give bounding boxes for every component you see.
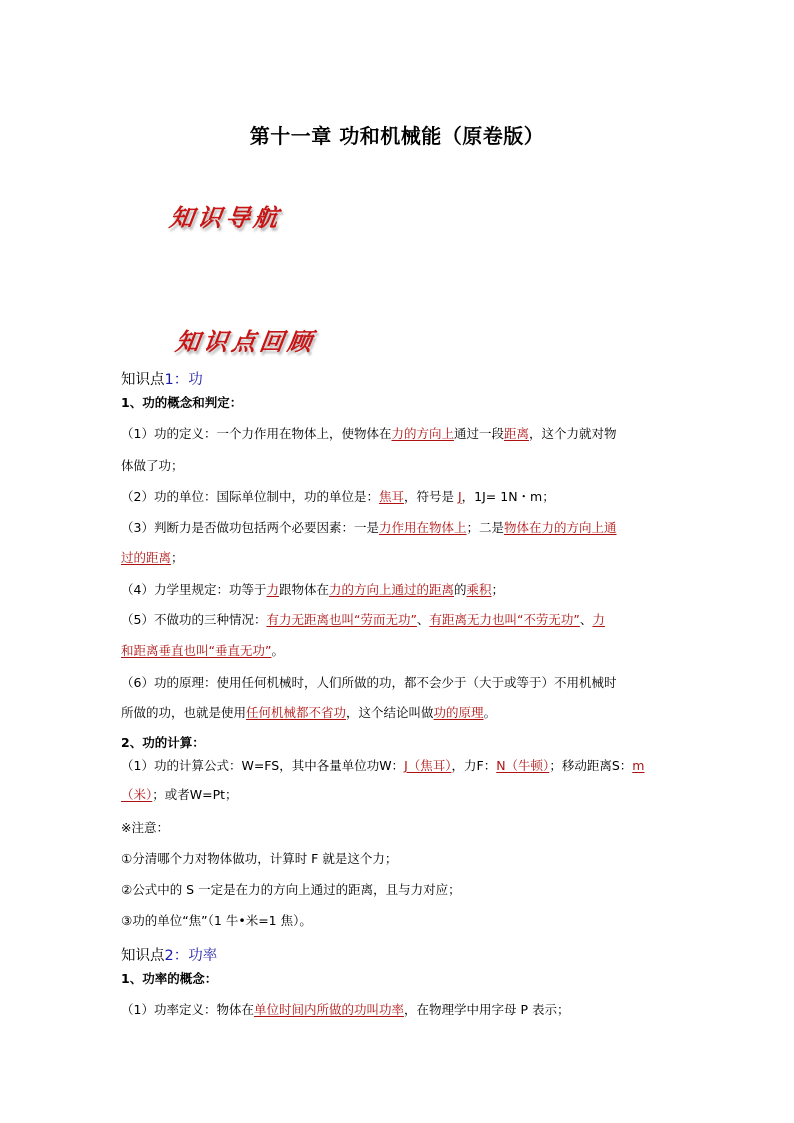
answer-blank: 单位时间内所做的功叫功率 xyxy=(253,1002,404,1017)
text: ，在物理学中用字母 P 表示； xyxy=(403,1002,570,1017)
text: （4）力学里规定：功等于 xyxy=(121,582,267,597)
paragraph-line xyxy=(121,584,504,597)
text: ； xyxy=(171,550,184,565)
section-heading-kp2 xyxy=(121,944,217,965)
answer-blank: N（牛顿） xyxy=(496,758,550,773)
section-prefix: 知识点 xyxy=(121,948,165,964)
answer-blank: 有力无距离也叫“劳而无功” xyxy=(266,612,417,627)
answer-blank: 有距离无力也叫“不劳无功” xyxy=(429,612,580,627)
note-item: ③功的单位“焦”（1 牛•米=1 焦）。 xyxy=(121,913,312,928)
paragraph-line xyxy=(121,1004,569,1017)
answer-blank: J（焦耳） xyxy=(404,758,452,773)
text: ；二是 xyxy=(466,520,504,535)
note-heading: ※注意： xyxy=(121,820,169,835)
answer-blank: 力的方向上通过的距离 xyxy=(329,582,455,597)
banner-knowledge-nav: 知识导航 xyxy=(167,203,284,232)
paragraph-line: （6）功的原理：使用任何机械时，人们所做的功，都不会少于（大于或等于）不用机械时 xyxy=(121,675,617,690)
text: 、 xyxy=(579,612,593,627)
section-heading-kp1 xyxy=(121,368,203,389)
subheading-work-calc: 2、功的计算： xyxy=(121,735,205,750)
text: 的 xyxy=(454,582,467,597)
answer-blank: 力 xyxy=(592,612,605,627)
answer-blank: 功的原理 xyxy=(433,705,484,720)
text: （2）功的单位：国际单位制中，功的单位是： xyxy=(121,489,379,504)
paragraph-line xyxy=(121,707,496,720)
answer-blank: 力作用在物体上 xyxy=(378,520,467,535)
paragraph-line xyxy=(121,789,238,802)
text: 。 xyxy=(271,643,284,658)
paragraph-line xyxy=(121,428,617,441)
subheading-work-concept: 1、功的概念和判定： xyxy=(121,395,243,410)
section-sep: ： xyxy=(173,948,189,964)
text: ，这个力就对物 xyxy=(529,426,617,441)
answer-blank: 物体在力的方向上通 xyxy=(504,520,617,535)
banner-knowledge-review: 知识点回顾 xyxy=(173,327,318,356)
answer-blank: 距离 xyxy=(504,426,530,441)
text: ； xyxy=(491,582,505,597)
subheading-power-concept: 1、功率的概念： xyxy=(121,971,218,986)
answer-blank: J xyxy=(457,489,462,504)
text: ；或者W=Pt； xyxy=(152,787,238,802)
text: 所做的功，也就是使用 xyxy=(121,705,247,720)
page-title: 第十一章 功和机械能（原卷版） xyxy=(249,124,545,148)
text: ，1J= 1N・m； xyxy=(461,489,555,504)
answer-blank: 过的距离 xyxy=(121,550,172,565)
section-number: 2 xyxy=(164,948,174,964)
paragraph-line xyxy=(121,491,555,504)
text: ；移动距离S： xyxy=(549,758,633,773)
answer-blank: m xyxy=(632,758,645,773)
paragraph-line xyxy=(121,522,617,535)
answer-blank: 焦耳 xyxy=(378,489,404,504)
paragraph-line xyxy=(121,760,644,773)
answer-blank: 乘积 xyxy=(466,582,492,597)
paragraph-line xyxy=(121,552,184,565)
section-number: 1 xyxy=(164,372,174,388)
text: 通过一段 xyxy=(453,426,504,441)
answer-blank: 和距离垂直也叫“垂直无功” xyxy=(121,643,272,658)
text: （1）功的计算公式：W=FS，其中各量单位功W： xyxy=(121,758,405,773)
note-item: ②公式中的 S 一定是在力的方向上通过的距离，且与力对应； xyxy=(121,882,461,897)
text: ，这个结论叫做 xyxy=(346,705,434,720)
text: 。 xyxy=(483,705,497,720)
text: 、 xyxy=(416,612,430,627)
answer-blank: 任何机械都不省功 xyxy=(246,705,347,720)
answer-blank: 力 xyxy=(266,582,279,597)
paragraph-line: 体做了功； xyxy=(121,458,184,473)
paragraph-line xyxy=(121,614,605,627)
text: ，力F： xyxy=(451,758,497,773)
section-name: 功率 xyxy=(188,948,218,964)
text: （1）功率定义：物体在 xyxy=(121,1002,254,1017)
text: 跟物体在 xyxy=(278,582,329,597)
text: ，符号是 xyxy=(403,489,458,504)
text: （5）不做功的三种情况： xyxy=(121,612,267,627)
text: （1）功的定义：一个力作用在物体上，使物体在 xyxy=(121,426,392,441)
section-name: 功 xyxy=(188,372,203,388)
paragraph-line xyxy=(121,645,284,658)
answer-blank: （米） xyxy=(121,787,153,802)
answer-blank: 力的方向上 xyxy=(391,426,454,441)
section-sep: ： xyxy=(173,372,189,388)
note-item: ①分清哪个力对物体做功，计算时 F 就是这个力； xyxy=(121,851,398,866)
text: （3）判断力是否做功包括两个必要因素：一是 xyxy=(121,520,379,535)
section-prefix: 知识点 xyxy=(121,372,165,388)
